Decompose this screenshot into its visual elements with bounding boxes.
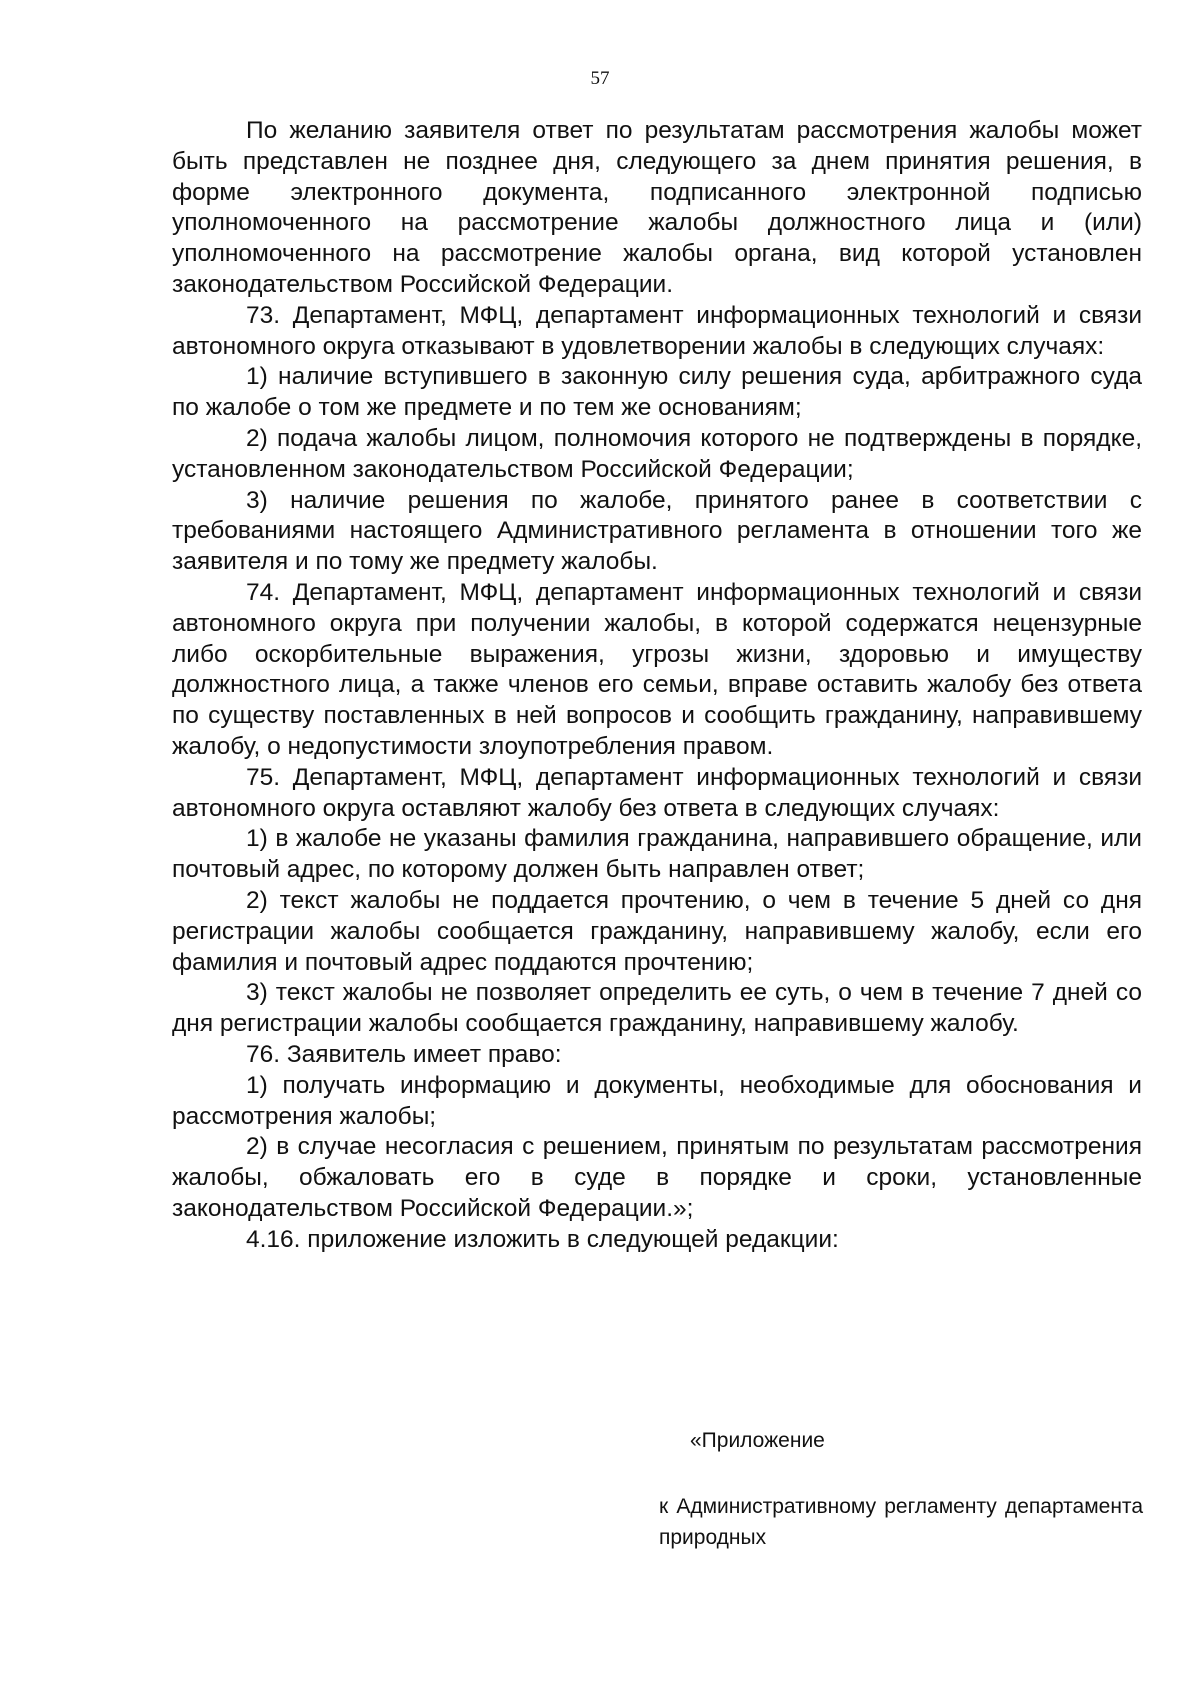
appendix-subtitle-block <box>659 1491 1143 1553</box>
paragraph-75-item-1: 1) в жалобе не указаны фамилия гражданина, направившего обращение, или почтовый адрес, по которому должен быть направлен ответ; <box>172 825 1142 884</box>
paragraph-73-item-2: 2) подача жалобы лицом, полномочия которого не подтверждены в порядке, установленном законодательством Российской Федерации; <box>172 424 1142 483</box>
paragraph-4-16: 4.16. приложение изложить в следующей редакции: <box>246 1225 839 1253</box>
paragraph-response-form: По желанию заявителя ответ по результатам рассмотрения жалобы может быть представлен не позднее дня, следующего за днем принятия решения, в форме электронного документа, подписанного электронной подписью уполномоченного на рассмотрение жалобы должностного лица и (или) уполномоченного на рассмотрение жалобы органа, вид которой установлен законодательством Российской Федерации. <box>172 117 1142 298</box>
paragraph-76-item-1: 1) получать информацию и документы, необходимые для обоснования и рассмотрения жалобы; <box>172 1071 1142 1130</box>
paragraph-75-item-2: 2) текст жалобы не поддается прочтению, о чем в течение 5 дней со дня регистрации жалобы сообщается гражданину, направившему жалобу, если его фамилия и почтовый адрес поддаются прочтению; <box>172 886 1142 976</box>
paragraph-76-item-2: 2) в случае несогласия с решением, принятым по результатам рассмотрения жалобы, обжаловать его в суде в порядке и сроки, установленные законодательством Российской Федерации.»; <box>172 1133 1142 1222</box>
page-number: 57 <box>590 68 610 89</box>
appendix-title: «Приложение <box>690 1429 825 1452</box>
document-body <box>172 116 1142 1255</box>
paragraph-74: 74. Департамент, МФЦ, департамент информационных технологий и связи автономного округа при получении жалобы, в которой содержатся нецензурные либо оскорбительные выражения, угрозы жизни, здоровью и имуществу должностного лица, а также членов его семьи, вправе оставить жалобу без ответа по существу поставленных в ней вопросов и сообщить гражданину, направившему жалобу, о недопустимости злоупотребления правом. <box>172 578 1142 760</box>
paragraph-73: 73. Департамент, МФЦ, департамент информационных технологий и связи автономного округа отказывают в удовлетворении жалобы в следующих случаях: <box>172 301 1142 360</box>
paragraph-73-item-3: 3) наличие решения по жалобе, принятого ранее в соответствии с требованиями настоящего Административного регламента в отношении того же заявителя и по тому же предмету жалобы. <box>172 486 1142 576</box>
paragraph-76: 76. Заявитель имеет право: <box>246 1040 562 1068</box>
paragraph-75-item-3: 3) текст жалобы не позволяет определить ее суть, о чем в течение 7 дней со дня регистрации жалобы сообщается гражданину, направившему жалобу. <box>172 979 1142 1038</box>
paragraph-75: 75. Департамент, МФЦ, департамент информационных технологий и связи автономного округа оставляют жалобу без ответа в следующих случаях: <box>172 763 1142 822</box>
paragraph-73-item-1: 1) наличие вступившего в законную силу решения суда, арбитражного суда по жалобе о том же предмете и по тем же основаниям; <box>172 363 1142 422</box>
appendix-subtitle: к Административному регламенту департамента природных <box>659 1495 1143 1549</box>
